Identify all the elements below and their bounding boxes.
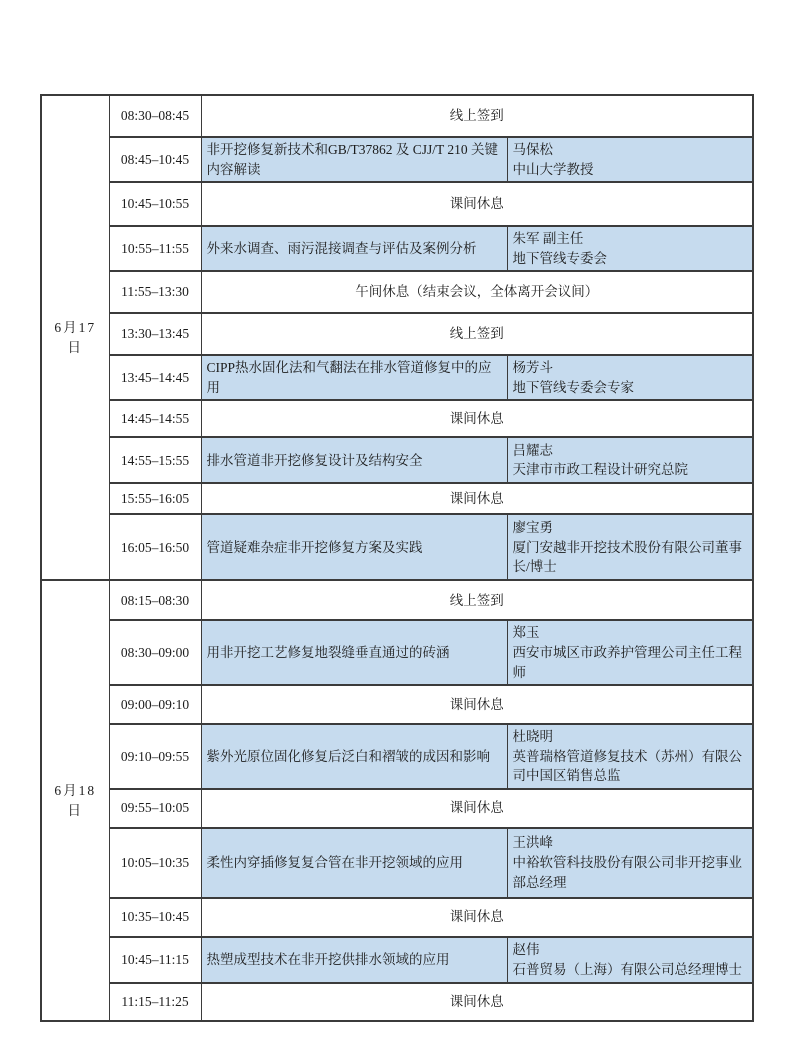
time-cell: 11:55–13:30 [109, 271, 201, 313]
speaker-affiliation: 英普瑞格管道修复技术（苏州）有限公司中国区销售总监 [512, 748, 742, 784]
table-row [41, 483, 753, 514]
speaker-affiliation: 西安市城区市政养护管理公司主任工程师 [512, 644, 742, 680]
table-row [41, 437, 753, 483]
speaker-name: 廖宝勇 [512, 520, 553, 536]
speaker-affiliation: 天津市市政工程设计研究总院 [512, 462, 688, 478]
speaker-cell [507, 937, 753, 983]
table-row [41, 182, 753, 226]
speaker-cell [507, 137, 753, 182]
break-cell: 课间休息 [201, 182, 753, 226]
topic-cell: 用非开挖工艺修复地裂缝垂直通过的砖涵 [201, 620, 507, 685]
speaker-cell [507, 514, 753, 580]
speaker-cell [507, 437, 753, 483]
speaker-name: 郑玉 [512, 625, 540, 641]
speaker-cell [507, 226, 753, 271]
table-row [41, 271, 753, 313]
break-cell: 课间休息 [201, 898, 753, 937]
time-cell: 09:00–09:10 [109, 685, 201, 724]
topic-cell: 外来水调查、雨污混接调查与评估及案例分析 [201, 226, 507, 271]
speaker-name: 吕耀志 [512, 442, 553, 458]
time-cell: 10:35–10:45 [109, 898, 201, 937]
speaker-cell [507, 620, 753, 685]
table-row [41, 724, 753, 789]
speaker-cell [507, 724, 753, 789]
speaker-name: 杨芳斗 [512, 360, 553, 376]
table-row [41, 313, 753, 355]
speaker-affiliation: 地下管线专委会 [512, 250, 607, 266]
time-cell: 09:55–10:05 [109, 789, 201, 828]
speaker-name: 马保松 [512, 142, 553, 157]
speaker-affiliation: 厦门安越非开挖技术股份有限公司董事长/博士 [512, 539, 742, 575]
break-cell: 线上签到 [201, 95, 753, 137]
speaker-name: 赵伟 [512, 942, 540, 958]
time-cell: 14:55–15:55 [109, 437, 201, 483]
speaker-name: 朱军 副主任 [512, 231, 584, 247]
break-cell: 课间休息 [201, 400, 753, 437]
table-row [41, 828, 753, 898]
table-row [41, 898, 753, 937]
table-row [41, 620, 753, 685]
time-cell: 10:55–11:55 [109, 226, 201, 271]
topic-cell: 热塑成型技术在非开挖供排水领域的应用 [201, 937, 507, 983]
time-cell: 10:45–11:15 [109, 937, 201, 983]
speaker-affiliation: 中山大学教授 [512, 161, 594, 177]
time-cell: 08:30–08:45 [109, 95, 201, 137]
table-row [41, 95, 753, 137]
time-cell: 08:15–08:30 [109, 580, 201, 620]
break-cell: 线上签到 [201, 313, 753, 355]
break-cell: 午间休息（结束会议，全体离开会议间） [201, 271, 753, 313]
topic-cell: 管道疑难杂症非开挖修复方案及实践 [201, 514, 507, 580]
time-cell: 13:30–13:45 [109, 313, 201, 355]
time-cell: 08:45–10:45 [109, 137, 201, 182]
time-cell: 15:55–16:05 [109, 483, 201, 514]
speaker-name: 王洪峰 [512, 835, 553, 851]
topic-cell: 非开挖修复新技术和GB/T37862 及 CJJ/T 210 关键内容解读 [201, 137, 507, 182]
topic-cell: CIPP热水固化法和气翻法在排水管道修复中的应用 [201, 355, 507, 400]
time-cell: 13:45–14:45 [109, 355, 201, 400]
table-row [41, 580, 753, 620]
time-cell: 10:45–10:55 [109, 182, 201, 226]
speaker-affiliation: 地下管线专委会专家 [512, 379, 634, 395]
speaker-affiliation: 石普贸易（上海）有限公司总经理博士 [512, 961, 742, 977]
speaker-cell [507, 828, 753, 898]
break-cell: 课间休息 [201, 983, 753, 1021]
table-row [41, 514, 753, 580]
break-cell: 课间休息 [201, 789, 753, 828]
table-row [41, 937, 753, 983]
time-cell: 14:45–14:55 [109, 400, 201, 437]
table-row [41, 983, 753, 1021]
speaker-cell [507, 355, 753, 400]
table-row [41, 685, 753, 724]
time-cell: 11:15–11:25 [109, 983, 201, 1021]
table-row [41, 355, 753, 400]
table-row [41, 400, 753, 437]
break-cell: 课间休息 [201, 685, 753, 724]
table-row [41, 789, 753, 828]
table-row [41, 137, 753, 182]
topic-cell: 紫外光原位固化修复后泛白和褶皱的成因和影响 [201, 724, 507, 789]
date-cell: 6月17日 [41, 95, 109, 580]
time-cell: 10:05–10:35 [109, 828, 201, 898]
break-cell: 线上签到 [201, 580, 753, 620]
time-cell: 16:05–16:50 [109, 514, 201, 580]
topic-cell: 柔性内穿插修复复合管在非开挖领域的应用 [201, 828, 507, 898]
speaker-affiliation: 中裕软管科技股份有限公司非开挖事业部总经理 [512, 854, 742, 890]
date-cell: 6月18日 [41, 580, 109, 1020]
table-row [41, 226, 753, 271]
break-cell: 课间休息 [201, 483, 753, 514]
speaker-name: 杜晓明 [512, 729, 553, 745]
agenda-table [40, 94, 754, 1022]
topic-cell: 排水管道非开挖修复设计及结构安全 [201, 437, 507, 483]
time-cell: 08:30–09:00 [109, 620, 201, 685]
time-cell: 09:10–09:55 [109, 724, 201, 789]
